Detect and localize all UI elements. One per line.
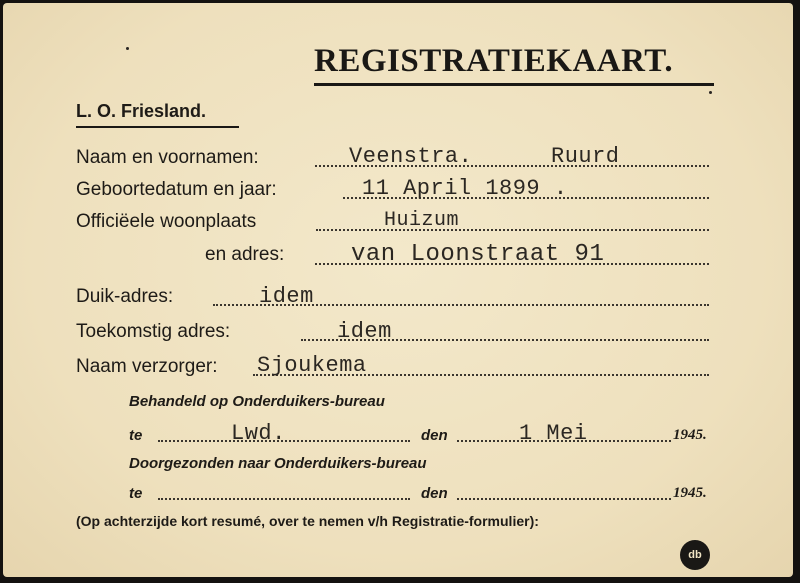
behandeld-year: 1945.: [673, 427, 707, 443]
doorgezonden-year: 1945.: [673, 485, 707, 501]
adres-value: van Loonstraat 91: [351, 241, 605, 268]
paper-speck: [126, 47, 129, 50]
footer-note: (Op achterzijde kort resumé, over te nemen v/h Registratie-formulier):: [76, 513, 539, 529]
verzorger-value: Sjoukema: [257, 353, 367, 378]
duik-adres-value: idem: [259, 284, 314, 309]
toekomstig-adres-value: idem: [337, 319, 392, 344]
toekomstig-adres-label: Toekomstig adres:: [76, 321, 231, 342]
duik-adres-label: Duik-adres:: [76, 286, 174, 307]
organization-name: L. O. Friesland.: [76, 101, 207, 121]
naam-achternaam-value: Veenstra.: [349, 144, 473, 169]
woonplaats-line: [316, 229, 709, 231]
behandeld-heading: Behandeld op Onderduikers-bureau: [129, 393, 385, 410]
naam-voornaam-value: Ruurd: [551, 144, 620, 169]
behandeld-den-label: den: [421, 427, 448, 444]
title-underline: [314, 83, 714, 86]
doorgezonden-te-line: [158, 498, 410, 500]
woonplaats-label: Officiëele woonplaats: [76, 211, 257, 232]
behandeld-te-label: te: [129, 427, 143, 444]
geboorte-value: 11 April 1899 .: [362, 176, 568, 201]
doorgezonden-te-label: te: [129, 485, 143, 502]
adres-label: en adres:: [205, 244, 285, 265]
doorgezonden-heading: Doorgezonden naar Onderduikers-bureau: [129, 455, 427, 472]
doorgezonden-den-label: den: [421, 485, 448, 502]
printer-stamp: db: [680, 540, 710, 570]
paper-speck: [709, 91, 712, 94]
geboorte-label: Geboortedatum en jaar:: [76, 179, 277, 200]
verzorger-label: Naam verzorger:: [76, 356, 218, 377]
doorgezonden-den-line: [457, 498, 671, 500]
behandeld-te-value: Lwd.: [231, 421, 286, 446]
registration-card: [3, 3, 793, 577]
organization-underline: [76, 126, 239, 128]
naam-label: Naam en voornamen:: [76, 147, 259, 168]
woonplaats-value: Huizum: [384, 209, 460, 232]
card-title: REGISTRATIEKAART.: [314, 43, 674, 79]
behandeld-den-value: 1 Mei: [519, 421, 588, 446]
